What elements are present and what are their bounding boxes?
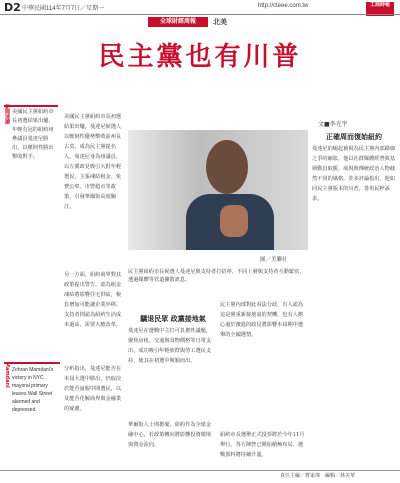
site-url[interactable]: http://cteee.com.tw bbox=[258, 3, 309, 9]
article-column-6: 華爾街人士則擔憂，紐約作為全球金融中心，若政策轉向將影響投資環境與資金流向。 bbox=[128, 422, 212, 448]
photo-caption: 民主黨紐約市長候選人曼達尼與支持者打招呼，不同上層與支持者互動緊密，透過媒體等管道擴散訊息。 bbox=[128, 269, 305, 283]
article-column-1: 美國民主黨紐約市長初選結果出爐，曼達尼候選人以壓倒性優勢擊敗前州長古莫，成為民主黨提名人。曼達尼身為州議員，以左翼政見吸引大批年輕選民，主張凍結租金、免費公車、市營超市等政策，引發華爾街高度關注。 bbox=[64, 114, 122, 210]
english-summary: Zohran Mamdani's victory in NYC mayoral primary leaves Wall Street alarmed and depressed. bbox=[12, 367, 54, 413]
region-label: 北美 bbox=[213, 18, 227, 26]
byline: 文■李光宇 bbox=[318, 121, 348, 128]
article-column-2: 另一方面，紐約商界對其政策提出警告，認為租金凍結將影響住宅供給，稅負增加可能讓企業外移。支持者則認為紐約生活成本過高，需要大膽改革。 bbox=[64, 272, 122, 328]
lead-text: 美國民主黨紐約市長初選結果出爐，年輕有冠的紐約州參議員曼達尼勝出，以壓倒性勝出擊敗對手。 bbox=[12, 109, 54, 160]
photo-subject-hands bbox=[220, 205, 248, 237]
page-header bbox=[0, 0, 400, 14]
section-code: D2 bbox=[4, 1, 21, 14]
article-column-4: 民主黨內部對此看法分歧，有人認為這是黨重新接地氣的契機，也有人擔心過於激進的政見將影響本屆期中選舉的全國選情。 bbox=[220, 302, 304, 338]
article-photo bbox=[128, 130, 308, 250]
english-box-title: Mamdani bbox=[4, 362, 10, 388]
footer-credits: 責任主編／曹家瑋 編輯／林美華 bbox=[280, 473, 356, 479]
paper-date-info: 中華民國114年7月7日／星期一 bbox=[22, 6, 105, 12]
article-column-right: 曼達尼的崛起被視為民主黨內部路線之爭的縮影，他以社群媒體經營與基層動員取勝，展現與傳統政治人物截然不同的風格。許多評論指出，他如同民主黨版本的川普，善用民粹訴求。 bbox=[312, 146, 396, 202]
article-headline: 民主黨也有川普 bbox=[98, 42, 302, 72]
article-column-3: 曼達尼在選戰中主打可負擔性議題，聚焦房租、交通與食物價格等日常支出，成功吸引年輕族群與勞工選民支持，使其在初選中脫穎而出。 bbox=[128, 328, 212, 364]
column-tag: 全球財經周報 bbox=[148, 17, 208, 27]
article-column-7: 紐約市長選舉正式投票將於今年11月舉行，各方陣營已開始積極布局，選戰預料將持續升溫。 bbox=[220, 432, 305, 458]
photo-subject-head bbox=[206, 140, 248, 194]
lead-title: 新聞速讀 bbox=[4, 104, 10, 124]
article-column-5: 分析指出，曼達尼能否在本屆大選中勝出，仍取決於能否說服中間選民，以及能否化解商界與金融業的疑慮。 bbox=[64, 366, 122, 412]
photo-credit: 圖／美聯社 bbox=[260, 257, 288, 263]
subhead-middle: 驕退民眾 政黨接地氣 bbox=[140, 315, 206, 323]
brand-logo: 工商時報 bbox=[366, 2, 394, 16]
subhead-right: 正確周而復始紐約 bbox=[326, 133, 382, 141]
header-divider bbox=[0, 14, 400, 15]
